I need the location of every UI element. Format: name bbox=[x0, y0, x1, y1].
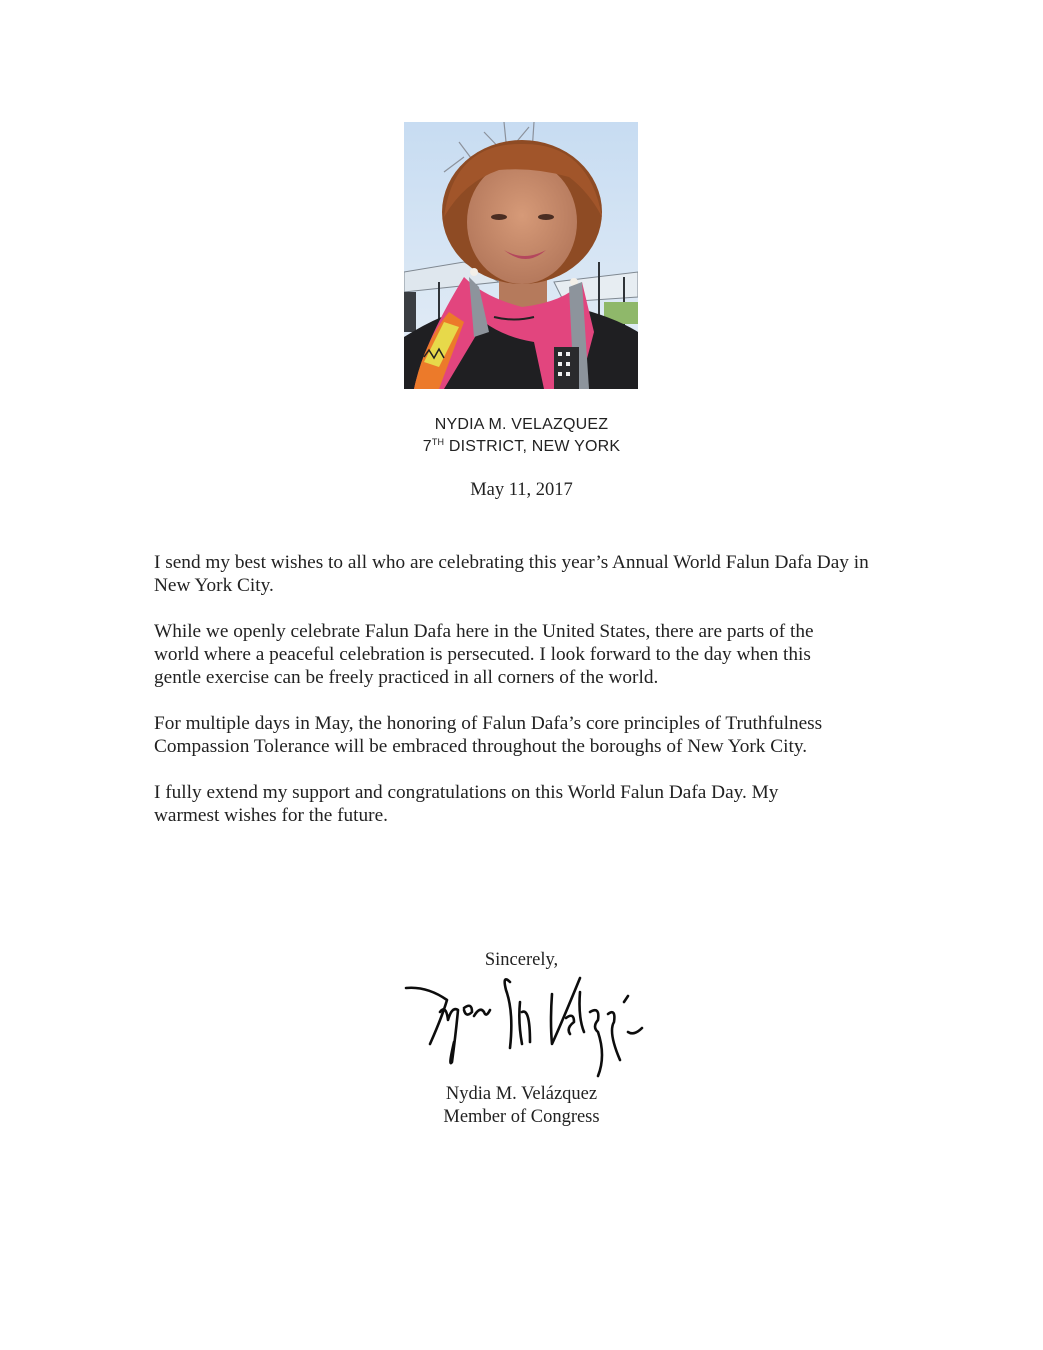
signer-title: Member of Congress bbox=[443, 1107, 600, 1127]
district-number: 7 bbox=[422, 438, 432, 455]
paragraph: I fully extend my support and congratulations on this World Falun Dafa Day. My warmest wishes for the future. bbox=[154, 782, 779, 826]
signature bbox=[402, 972, 646, 1084]
letter-date: May 11, 2017 bbox=[470, 480, 573, 500]
district-line bbox=[0, 437, 1043, 456]
paragraph: I send my best wishes to all who are celebrating this year’s Annual World Falun Dafa Day in New York City. bbox=[154, 552, 869, 596]
portrait-photo bbox=[404, 122, 638, 389]
district-suffix: TH bbox=[431, 437, 445, 447]
district-text: DISTRICT, NEW YORK bbox=[444, 438, 621, 455]
paragraph: For multiple days in May, the honoring of Falun Dafa’s core principles of Truthfulness Compassion Tolerance will be embraced throughout the boroughs of New York City. bbox=[154, 713, 823, 757]
representative-name: NYDIA M. VELAZQUEZ bbox=[434, 416, 609, 433]
letter-body bbox=[154, 551, 884, 850]
signer-name: Nydia M. Velázquez bbox=[445, 1084, 598, 1104]
portrait-image bbox=[404, 122, 638, 389]
signature-image bbox=[402, 972, 646, 1084]
paragraph: While we openly celebrate Falun Dafa here in the United States, there are parts of the world where a peaceful celebration is persecuted. I look forward to the day when this gentle exercise can be freely practiced in all corners of the world. bbox=[154, 621, 814, 688]
salutation: Sincerely, bbox=[484, 950, 559, 970]
